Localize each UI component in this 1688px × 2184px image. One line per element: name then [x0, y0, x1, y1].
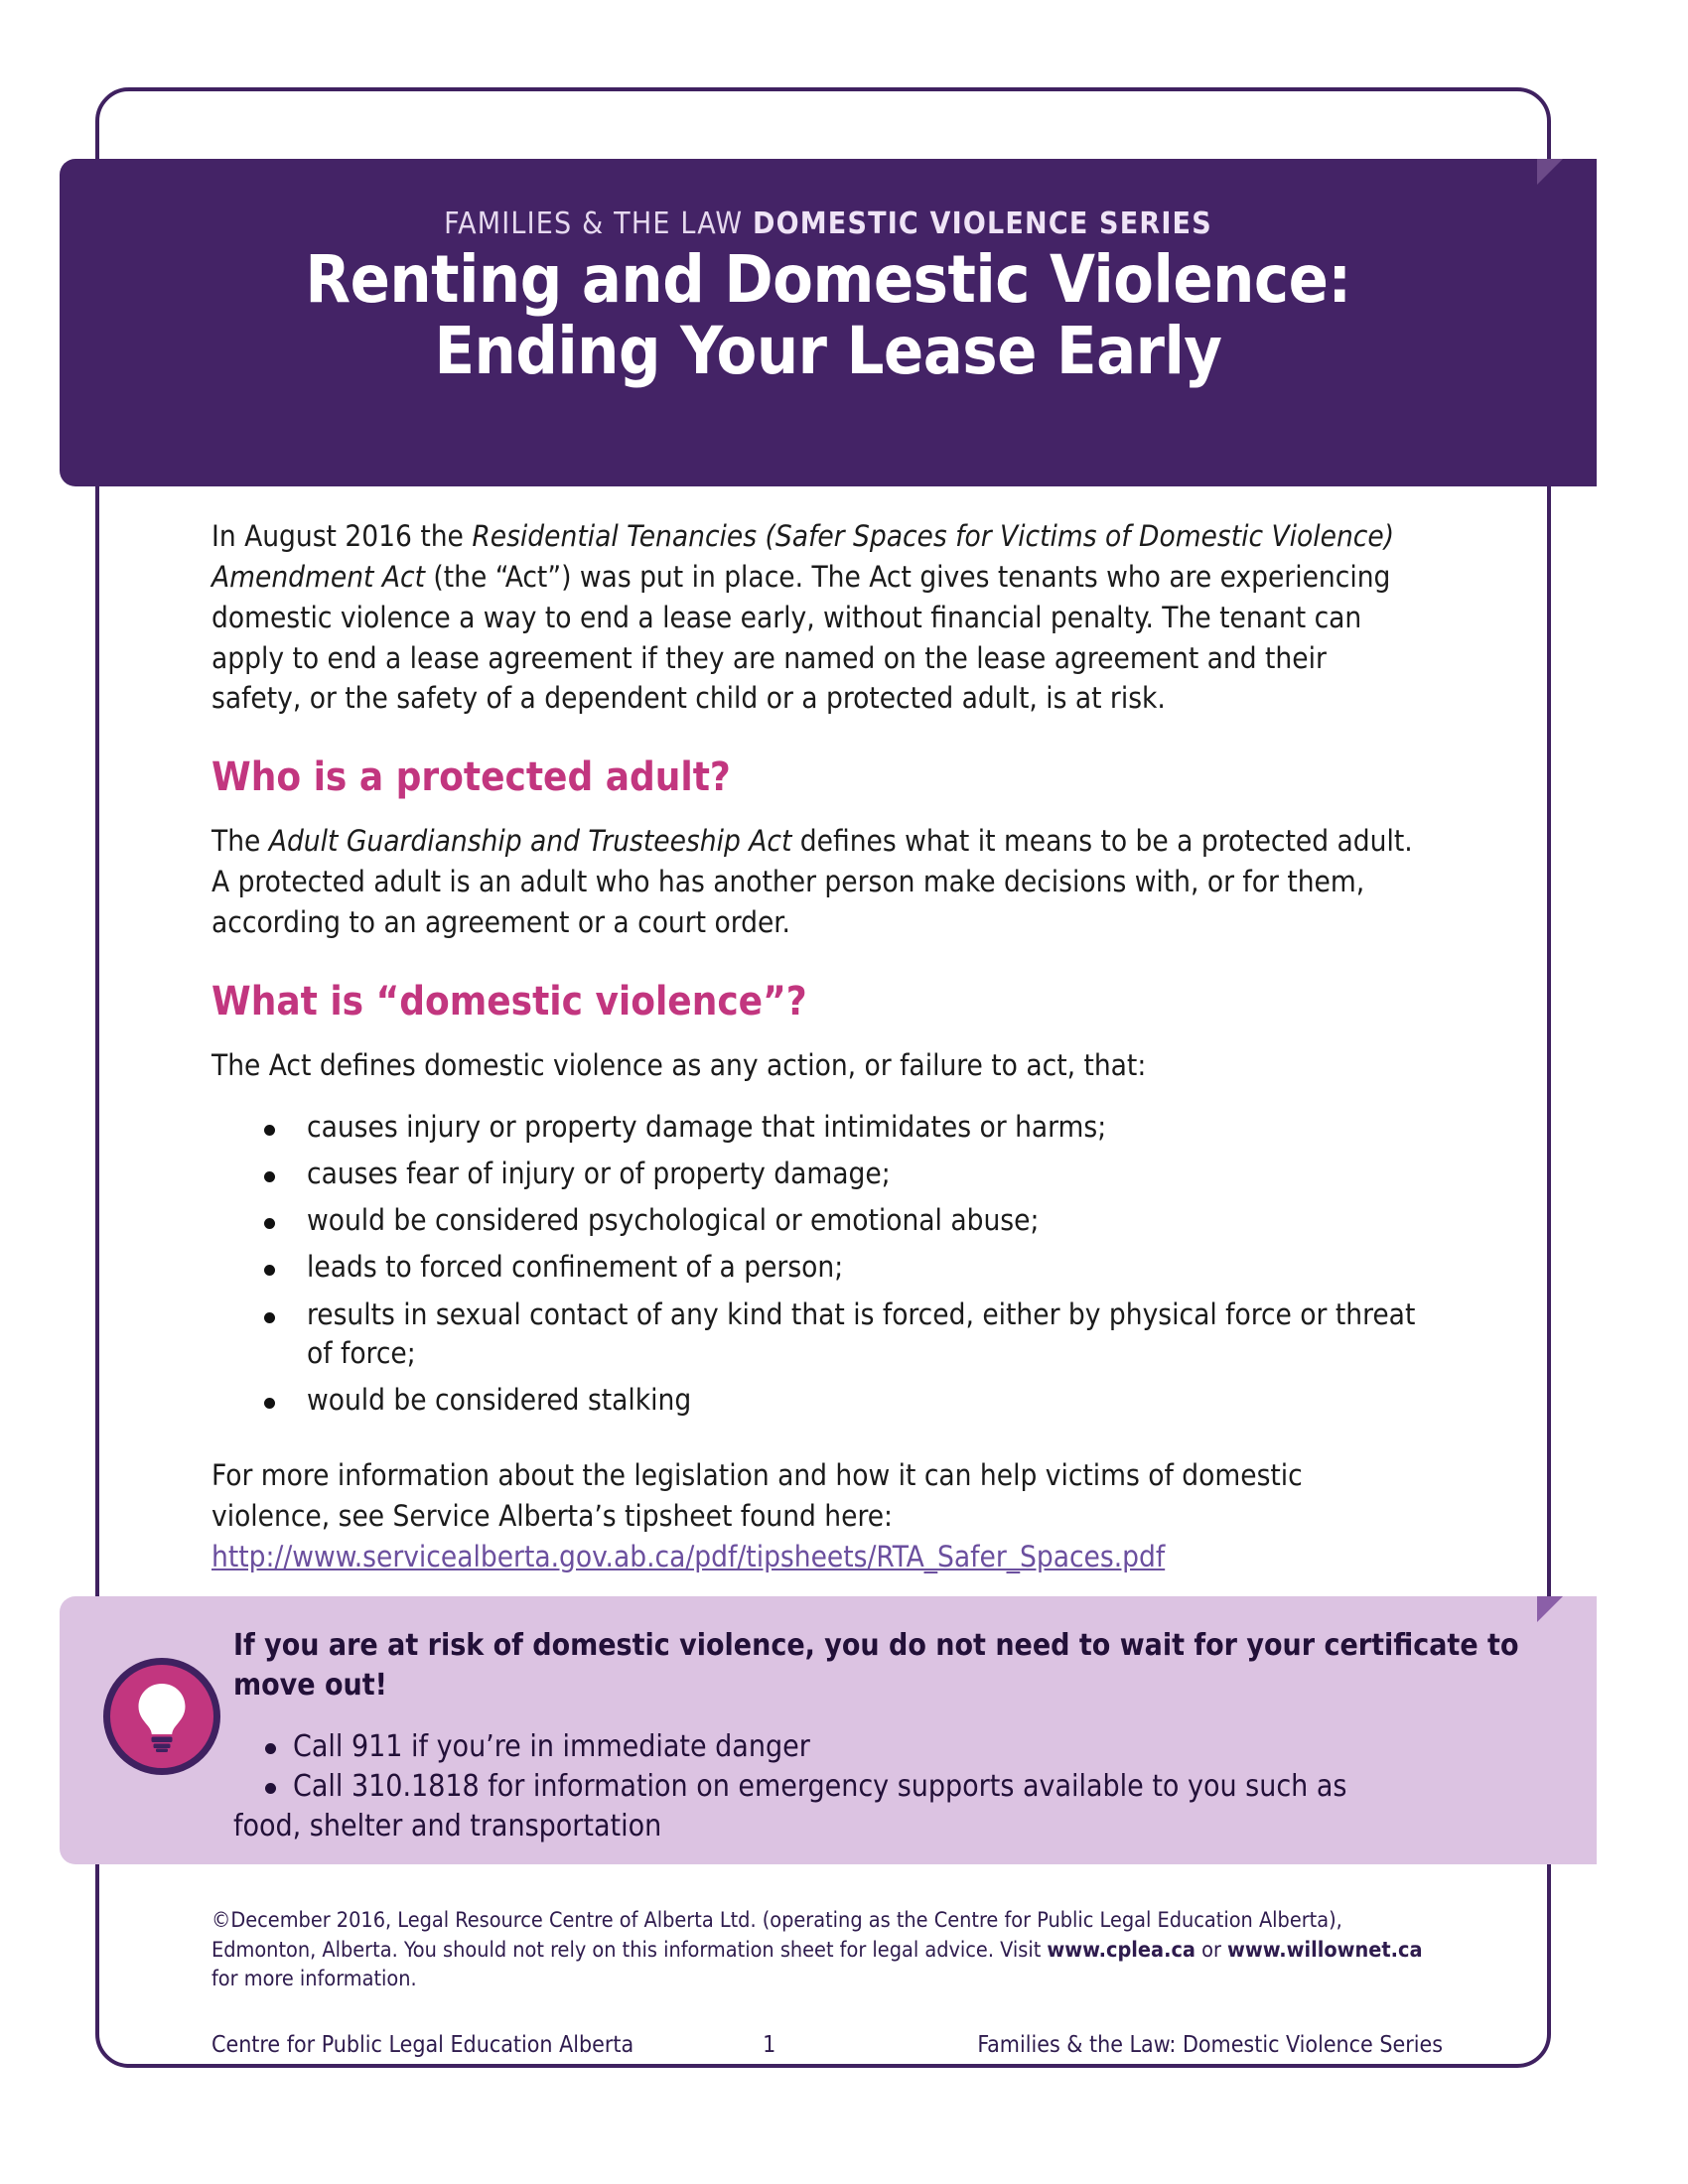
- intro-paragraph: [211, 516, 1423, 719]
- list-item: [233, 1767, 1554, 1846]
- footer-legal-part1: ©December 2016, Legal Resource Centre of Alberta Ltd. (operating as the Centre for Public Legal Education Alberta), Edmonton, Alberta. You should not rely on this information sheet for legal advice. Visit: [211, 1908, 1342, 1963]
- domestic-violence-bullet-list: [211, 1108, 1423, 1421]
- footer-link-cplea[interactable]: www.cplea.ca: [1047, 1937, 1196, 1963]
- intro-italic-act-name: Residential Tenancies (Safer Spaces for Victims of Domestic Violence) Amendment Act: [211, 519, 1395, 594]
- footer-legal-text: [211, 1906, 1443, 1994]
- footer-link-willownet[interactable]: www.willownet.ca: [1227, 1937, 1423, 1963]
- footer-series-name: Families & the Law: Domestic Violence Series: [977, 2031, 1443, 2058]
- protected-adult-part1: The: [211, 824, 269, 859]
- page-title-line2: Ending Your Lease Early: [434, 312, 1222, 389]
- domestic-violence-lead: The Act defines domestic violence as any action, or failure to act, that:: [211, 1047, 1147, 1082]
- lightbulb-icon-glyph: [132, 1681, 192, 1752]
- list-item: causes injury or property damage that intimidates or harms;: [307, 1108, 1423, 1147]
- footer-legal-mid: or: [1195, 1937, 1228, 1963]
- document-body: [211, 516, 1423, 1577]
- footer-legal-part2: for more information.: [211, 1967, 417, 1992]
- page-title: [60, 241, 1597, 389]
- footer-organization: Centre for Public Legal Education Alberta: [211, 2031, 634, 2058]
- intro-part2: (the “Act”) was put in place. The Act gives tenants who are experiencing domestic violence a way to end a lease early, without financial penalty. The tenant can apply to end a lease agreement if they are named on the lease agreement and their safety, or the safety of a dependent child or a protected adult, is at risk.: [211, 559, 1391, 716]
- section-heading-domestic-violence: What is “domestic violence”?: [211, 978, 807, 1024]
- tip-bullet-2-wrap: food, shelter and transportation: [233, 1808, 662, 1843]
- footer-page-number: 1: [763, 2031, 776, 2058]
- page-title-line1: Renting and Domestic Violence:: [305, 241, 1351, 318]
- tipsheet-link[interactable]: http://www.servicealberta.gov.ab.ca/pdf/tipsheets/RTA_Safer_Spaces.pdf: [211, 1539, 1166, 1573]
- tip-callout-fold: [1537, 1596, 1563, 1622]
- list-item: would be considered stalking: [307, 1381, 1423, 1420]
- more-information-paragraph: For more information about the legislation and how it can help victims of domestic violence, see Service Alberta’s tipsheet found here:: [211, 1458, 1303, 1534]
- protected-adult-italic-act: Adult Guardianship and Trusteeship Act: [268, 824, 792, 859]
- page-footer: [211, 1906, 1443, 2058]
- section-heading-protected-adult: Who is a protected adult?: [211, 754, 731, 801]
- section-body-protected-adult: [211, 821, 1423, 943]
- kicker-bold-text: DOMESTIC VIOLENCE SERIES: [752, 206, 1212, 241]
- list-item: causes fear of injury or of property damage;: [307, 1155, 1423, 1193]
- kicker-light-text: FAMILIES & THE LAW: [444, 206, 753, 241]
- intro-part1: In August 2016 the: [211, 519, 473, 553]
- tip-bullet-list: [233, 1727, 1554, 1846]
- list-item: results in sexual contact of any kind that is forced, either by physical force or threat of force;: [307, 1296, 1423, 1373]
- protected-adult-part2: defines what it means to be a protected adult. A protected adult is an adult who has another person make decisions with, or for them, according to an agreement or a court order.: [211, 824, 1413, 939]
- tip-bullet-2-main: Call 310.1818 for information on emergency supports available to you such as: [293, 1768, 1347, 1804]
- header-kicker: [60, 206, 1597, 241]
- header-banner: [60, 159, 1597, 486]
- tip-text-block: [233, 1626, 1554, 1845]
- footer-meta-row: [211, 2032, 1443, 2058]
- list-item: would be considered psychological or emotional abuse;: [307, 1201, 1423, 1240]
- header-banner-fold: [1537, 159, 1563, 185]
- list-item: leads to forced confinement of a person;: [307, 1248, 1423, 1287]
- list-item: Call 911 if you’re in immediate danger: [293, 1727, 1554, 1767]
- lightbulb-icon: [103, 1658, 220, 1775]
- tip-callout-box: [60, 1596, 1597, 1864]
- tip-headline: If you are at risk of domestic violence, you do not need to wait for your certificate to move out!: [233, 1628, 1519, 1703]
